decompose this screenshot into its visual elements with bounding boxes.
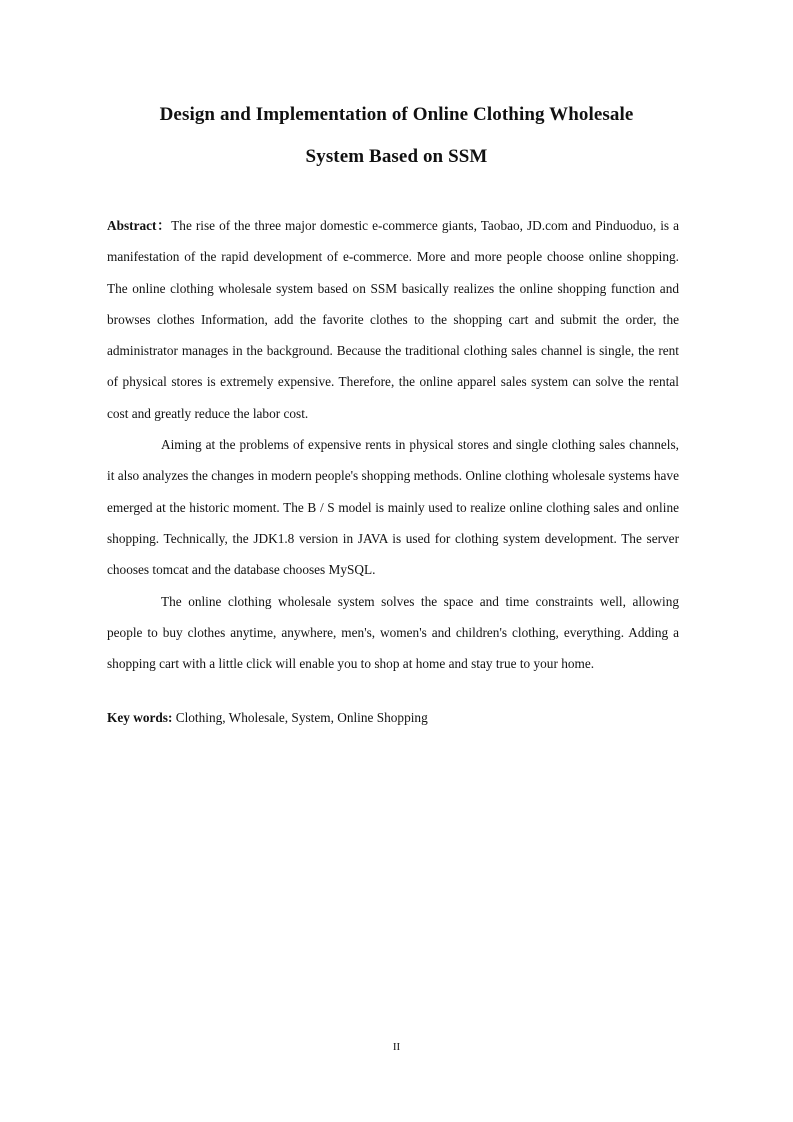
keywords-line <box>107 708 428 728</box>
abstract-paragraph-1-text: The rise of the three major domestic e-commerce giants, Taobao, JD.com and Pinduoduo, is a manifestation of the rapid development of e-commerce. More and more people choose online shopping. The online clothing wholesale system based on SSM basically realizes the online shopping function and browses clothes Information, add the favorite clothes to the shopping cart and submit the order, the administrator manages in the background. Because the traditional clothing sales channel is single, the rent of physical stores is extremely expensive. Therefore, the online apparel sales system can solve the rental cost and greatly reduce the labor cost. <box>107 218 679 421</box>
page-number: II <box>392 1041 401 1053</box>
abstract-section <box>107 210 679 679</box>
abstract-paragraph-3: The online clothing wholesale system solves the space and time constraints well, allowing people to buy clothes anytime, anywhere, men's, women's and children's clothing, everything. Adding a shopping cart with a little click will enable you to shop at home and stay true to your home. <box>107 593 679 672</box>
abstract-paragraph-2: Aiming at the problems of expensive rents in physical stores and single clothing sales channels, it also analyzes the changes in modern people's shopping methods. Online clothing wholesale systems have emerged at the historic moment. The B / S model is mainly used to realize online clothing sales and online shopping. Technically, the JDK1.8 version in JAVA is used for clothing system development. The server chooses tomcat and the database chooses MySQL. <box>107 437 679 578</box>
keywords-value: Clothing, Wholesale, System, Online Shopping <box>175 710 428 725</box>
title-line-1: Design and Implementation of Online Clothing Wholesale <box>159 104 634 125</box>
keywords-label: Key words: <box>107 710 173 725</box>
abstract-label: Abstract： <box>107 218 172 233</box>
title-line-2: System Based on SSM <box>305 146 488 167</box>
abstract-paragraph-1 <box>107 210 679 429</box>
